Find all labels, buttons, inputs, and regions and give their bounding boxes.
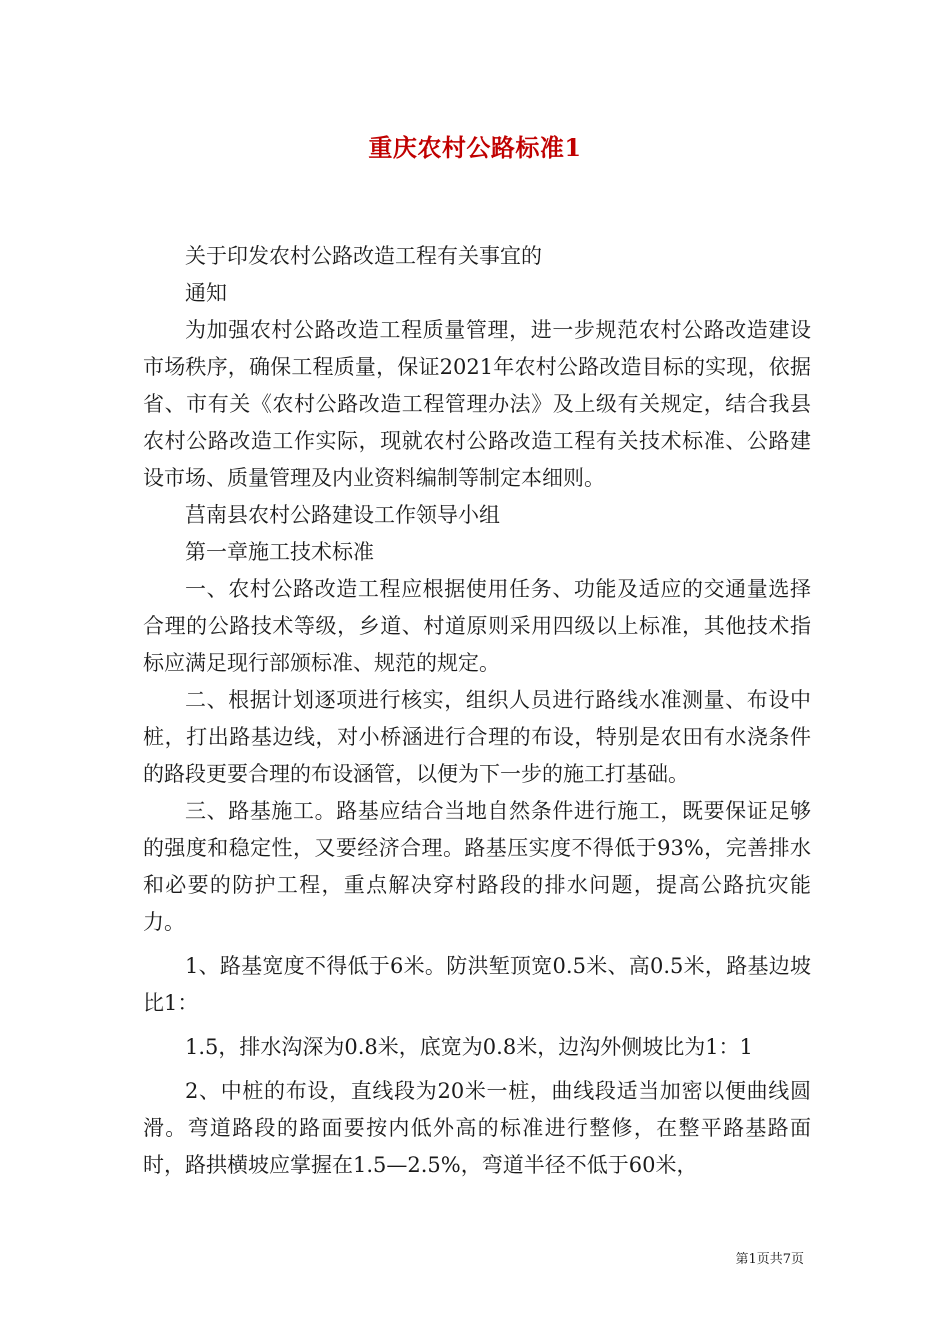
- paragraph-section-3: 三、路基施工。路基应结合当地自然条件进行施工，既要保证足够的强度和稳定性，又要经济合理。路基压实度不得低于93%，完善排水和必要的防护工程，重点解决穿村路段的排水问题，提高公路抗灾能力。: [143, 799, 811, 934]
- document-body: [143, 238, 811, 1184]
- paragraph-item-1: 1、路基宽度不得低于6米。防洪堑顶宽0.5米、高0.5米，路基边坡比1：: [143, 954, 811, 1015]
- paragraph-notice-word: 通知: [185, 281, 227, 305]
- paragraph-item-2: 2、中桩的布设，直线段为20米一桩，曲线段适当加密以便曲线圆滑。弯道路段的路面要按内低外高的标准进行整修，在整平路基路面时，路拱横坡应掌握在1.5—2.5%，弯道半径不低于60米，: [143, 1079, 811, 1177]
- paragraph-section-2: 二、根据计划逐项进行核实，组织人员进行路线水准测量、布设中桩，打出路基边线，对小桥涵进行合理的布设，特别是农田有水浇条件的路段更要合理的布设涵管，以便为下一步的施工打基础。: [143, 688, 811, 786]
- paragraph-intro: 为加强农村公路改造工程质量管理，进一步规范农村公路改造建设市场秩序，确保工程质量，保证2021年农村公路改造目标的实现，依据省、市有关《农村公路改造工程管理办法》及上级有关规定，结合我县农村公路改造工作实际，现就农村公路改造工程有关技术标准、公路建设市场、质量管理及内业资料编制等制定本细则。: [143, 318, 811, 490]
- paragraph-section-1: 一、农村公路改造工程应根据使用任务、功能及适应的交通量选择合理的公路技术等级，乡道、村道原则采用四级以上标准，其他技术指标应满足现行部颁标准、规范的规定。: [143, 577, 811, 675]
- paragraph-notice-heading: 关于印发农村公路改造工程有关事宜的: [185, 244, 542, 268]
- paragraph-chapter-title: 第一章施工技术标准: [185, 540, 374, 564]
- page-number: 第1页共7页: [735, 1252, 804, 1267]
- paragraph-item-1-cont: 1.5，排水沟深为0.8米，底宽为0.8米，边沟外侧坡比为1：1: [185, 1035, 753, 1059]
- document-title: 重庆农村公路标准1: [368, 133, 582, 162]
- paragraph-issuer: 莒南县农村公路建设工作领导小组: [185, 503, 500, 527]
